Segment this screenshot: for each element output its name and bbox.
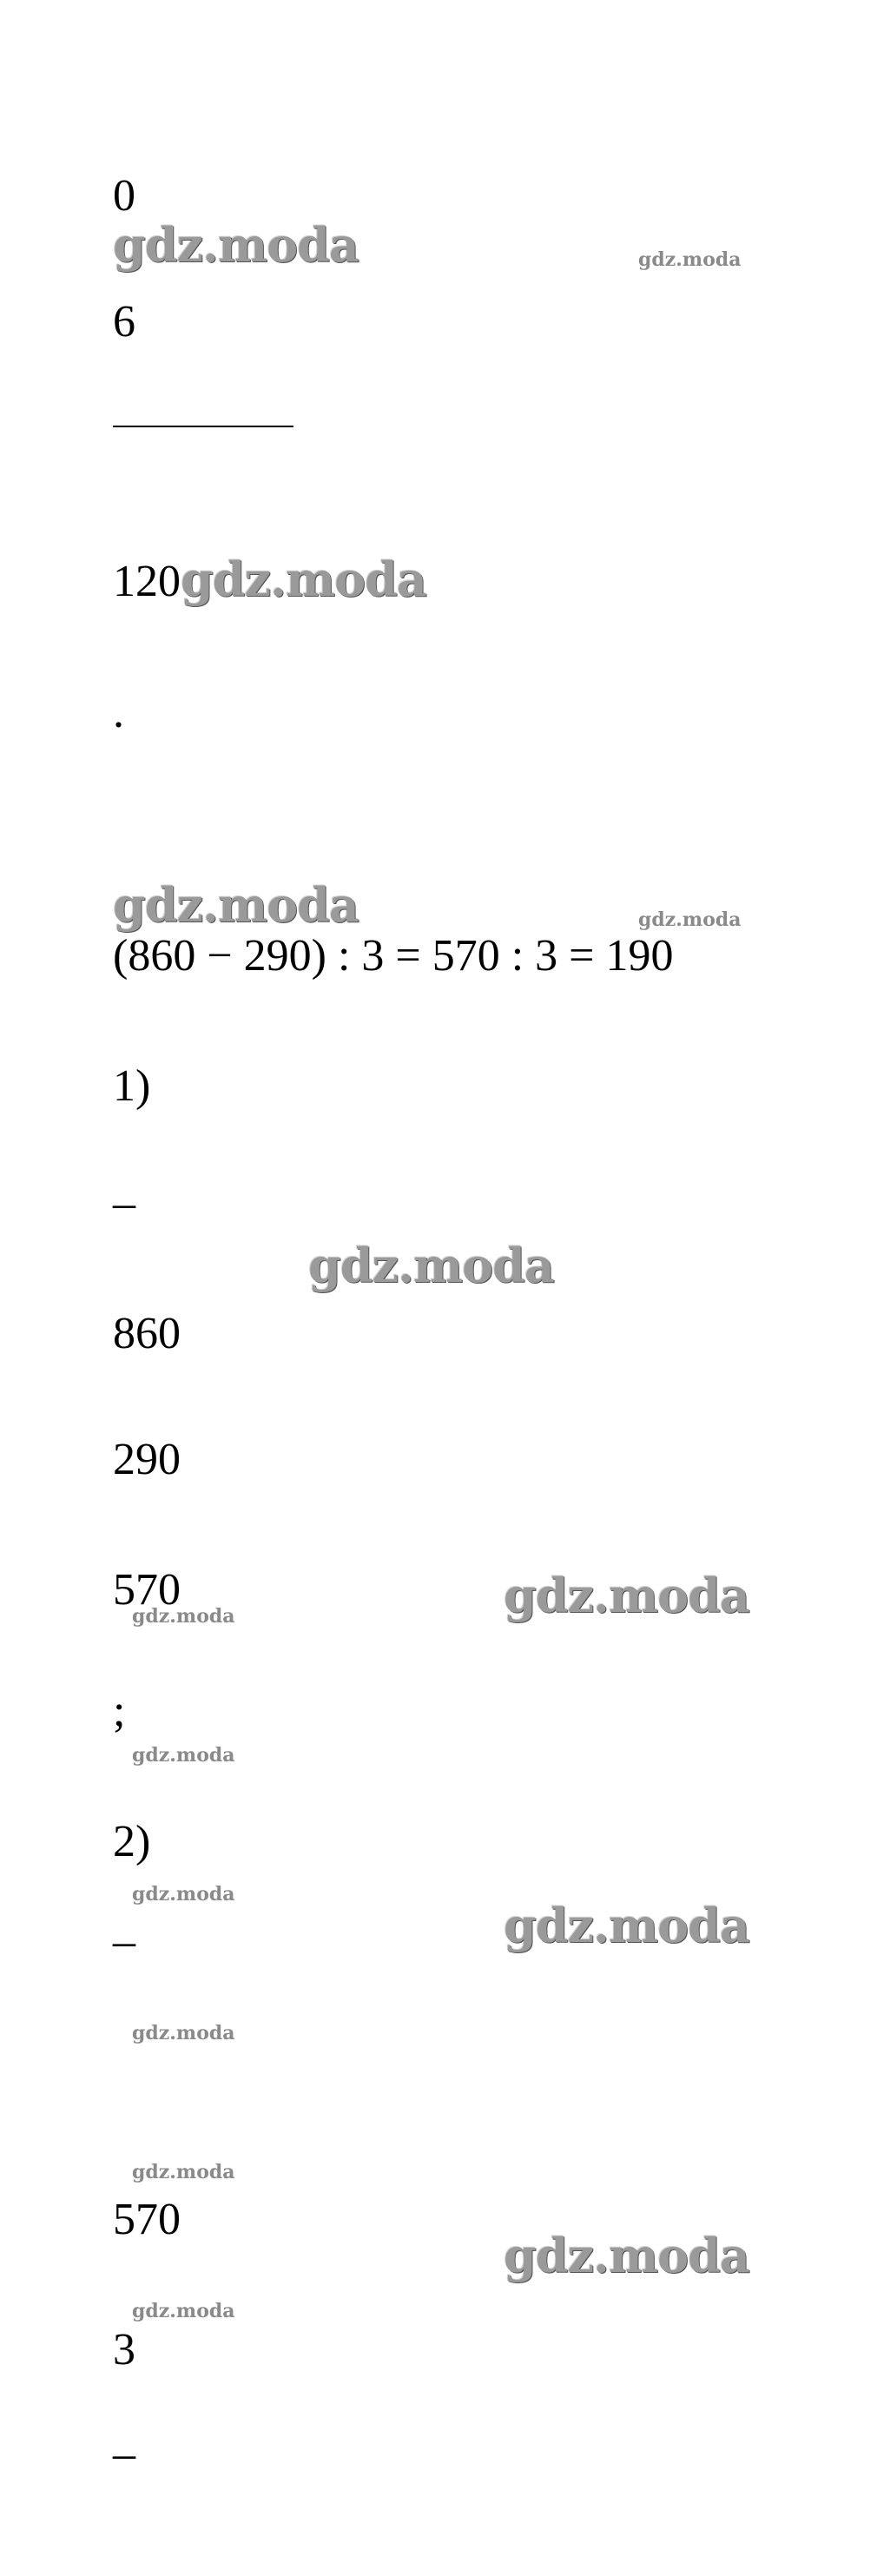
watermark: gdz.moda bbox=[132, 1605, 235, 1628]
number-290: 290 bbox=[113, 1435, 181, 1484]
step-1-label: 1) bbox=[113, 1061, 151, 1111]
expression: (860 − 290) : 3 = 570 : 3 = 190 bbox=[113, 931, 674, 981]
watermark: gdz.moda bbox=[132, 1744, 235, 1767]
watermark: gdz.moda bbox=[132, 1883, 235, 1906]
number-570: 570 bbox=[113, 1565, 181, 1615]
digit-six: 6 bbox=[113, 297, 135, 347]
minus-sign-1: – bbox=[113, 1179, 135, 1228]
watermark: gdz.moda bbox=[504, 2228, 749, 2283]
watermark: gdz.moda bbox=[113, 877, 359, 933]
watermark: gdz.moda bbox=[504, 1898, 749, 1953]
number-3: 3 bbox=[113, 2325, 135, 2375]
watermark: gdz.moda bbox=[308, 1238, 554, 1293]
fraction-bar bbox=[113, 426, 293, 427]
watermark: gdz.moda bbox=[132, 2022, 235, 2044]
digit-zero: 0 bbox=[113, 171, 135, 221]
number-860: 860 bbox=[113, 1309, 181, 1358]
watermark: gdz.moda bbox=[638, 248, 742, 271]
watermark: gdz.moda bbox=[132, 2300, 235, 2322]
watermark: gdz.moda bbox=[132, 2161, 235, 2183]
watermark: gdz.moda bbox=[638, 908, 742, 931]
minus-sign-2: – bbox=[113, 1917, 135, 1966]
number-120-text: 120 bbox=[113, 557, 181, 606]
watermark: gdz.moda bbox=[113, 217, 359, 273]
step-2-label: 2) bbox=[113, 1817, 151, 1866]
watermark: gdz.moda bbox=[504, 1568, 749, 1623]
minus-sign-3: – bbox=[113, 2429, 135, 2479]
watermark: gdz.moda bbox=[181, 552, 426, 607]
number-570-second: 570 bbox=[113, 2195, 181, 2244]
number-120 bbox=[113, 552, 426, 607]
period: . bbox=[113, 688, 124, 737]
semicolon: ; bbox=[113, 1687, 126, 1736]
